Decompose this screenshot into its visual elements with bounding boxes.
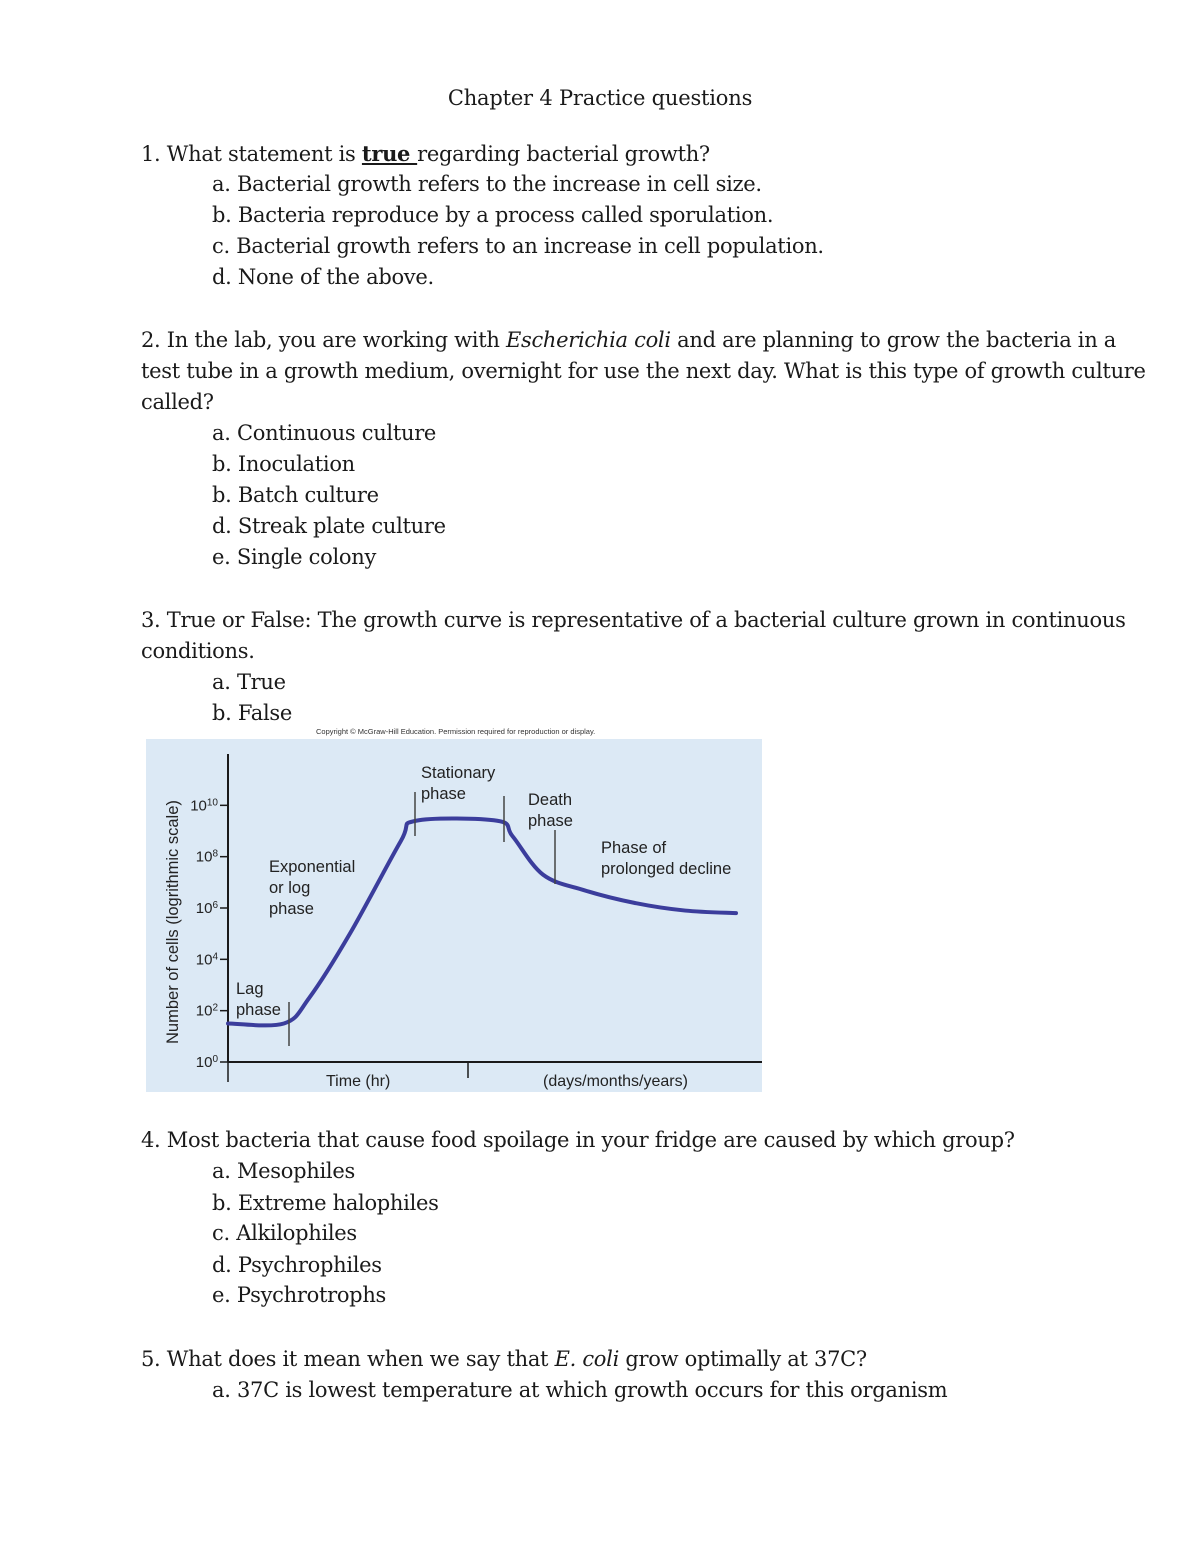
question-2-option-a: a. Continuous culture <box>212 421 437 445</box>
question-3-option-a: a. True <box>212 670 286 694</box>
question-4-line-1: 4. Most bacteria that cause food spoilage in your fridge are caused by which group? <box>141 1128 1015 1152</box>
growth-curve-figure <box>146 724 762 1092</box>
question-2-option-b: b. Inoculation <box>212 452 355 476</box>
question-4-option-a: a. Mesophiles <box>212 1159 355 1183</box>
x-axis-label: Time (hr) <box>326 1073 391 1090</box>
y-tick-label-4: $10^8$ <box>195 848 218 866</box>
y-axis-label: Number of cells (logrithmic scale) <box>164 800 182 1044</box>
y-tick-label-2: $10^4$ <box>195 950 218 969</box>
question-3-option-b: b. False <box>212 701 292 725</box>
question-1 <box>141 141 710 166</box>
question-4-option-b: b. Extreme halophiles <box>212 1191 439 1215</box>
question-1-option-c: c. Bacterial growth refers to an increase in cell population. <box>212 234 824 258</box>
x-axis-label-extended: (days/months/years) <box>543 1073 688 1090</box>
question-1-option-b: b. Bacteria reproduce by a process called sporulation. <box>212 203 774 227</box>
question-2-line-1 <box>141 328 1116 352</box>
phase-annotation-2: Stationary phase <box>421 764 496 803</box>
y-tick-label-3: $10^6$ <box>195 899 218 917</box>
phase-annotation-4: Phase of prolonged decline <box>601 839 732 878</box>
question-3-line-2: conditions. <box>141 639 255 663</box>
question-2-line-3: called? <box>141 390 214 414</box>
question-5-organism: E. coli <box>554 1347 619 1371</box>
question-5-option-a: a. 37C is lowest temperature at which growth occurs for this organism <box>212 1378 948 1402</box>
question-2-option-d: d. Streak plate culture <box>212 514 446 538</box>
question-2-option-b2: b. Batch culture <box>212 483 379 507</box>
question-1-option-a: a. Bacterial growth refers to the increase in cell size. <box>212 172 762 196</box>
growth-curve-chart <box>146 724 762 1092</box>
question-5-line-1 <box>141 1347 867 1371</box>
question-4-option-c: c. Alkilophiles <box>212 1221 357 1245</box>
question-4-option-e: e. Psychrotrophs <box>212 1283 387 1307</box>
question-3-line-1: 3. True or False: The growth curve is representative of a bacterial culture grown in continuous <box>141 608 1126 632</box>
question-4-option-d: d. Psychrophiles <box>212 1253 382 1277</box>
phase-annotation-1: Exponential or log phase <box>269 858 356 918</box>
question-2-suffix: and are planning to grow the bacteria in a <box>670 328 1117 352</box>
question-5-suffix: grow optimally at 37C? <box>618 1347 867 1371</box>
y-tick-label-1: $10^2$ <box>195 1002 218 1020</box>
page-title: Chapter 4 Practice questions <box>447 86 753 110</box>
question-1-option-d: d. None of the above. <box>212 265 434 289</box>
question-1-prefix: 1. What statement is <box>141 142 362 166</box>
phase-annotation-0: Lag phase <box>236 980 281 1019</box>
question-2-organism: Escherichia coli <box>505 328 671 352</box>
question-5-prefix: 5. What does it mean when we say that <box>141 1347 555 1371</box>
question-1-emphasis: true <box>361 141 418 166</box>
y-tick-label-0: $10^0$ <box>195 1053 218 1071</box>
question-2-prefix: 2. In the lab, you are working with <box>141 328 506 352</box>
y-tick-label-5: $10^{10}$ <box>190 796 218 815</box>
question-1-suffix: regarding bacterial growth? <box>417 142 710 166</box>
question-2-option-e: e. Single colony <box>212 545 377 569</box>
question-2-line-2: test tube in a growth medium, overnight for use the next day. What is this type of growth culture <box>141 359 1146 383</box>
phase-annotation-3: Death phase <box>528 791 573 830</box>
copyright-note: Copyright © McGraw-Hill Education. Permission required for reproduction or display. <box>316 727 596 736</box>
